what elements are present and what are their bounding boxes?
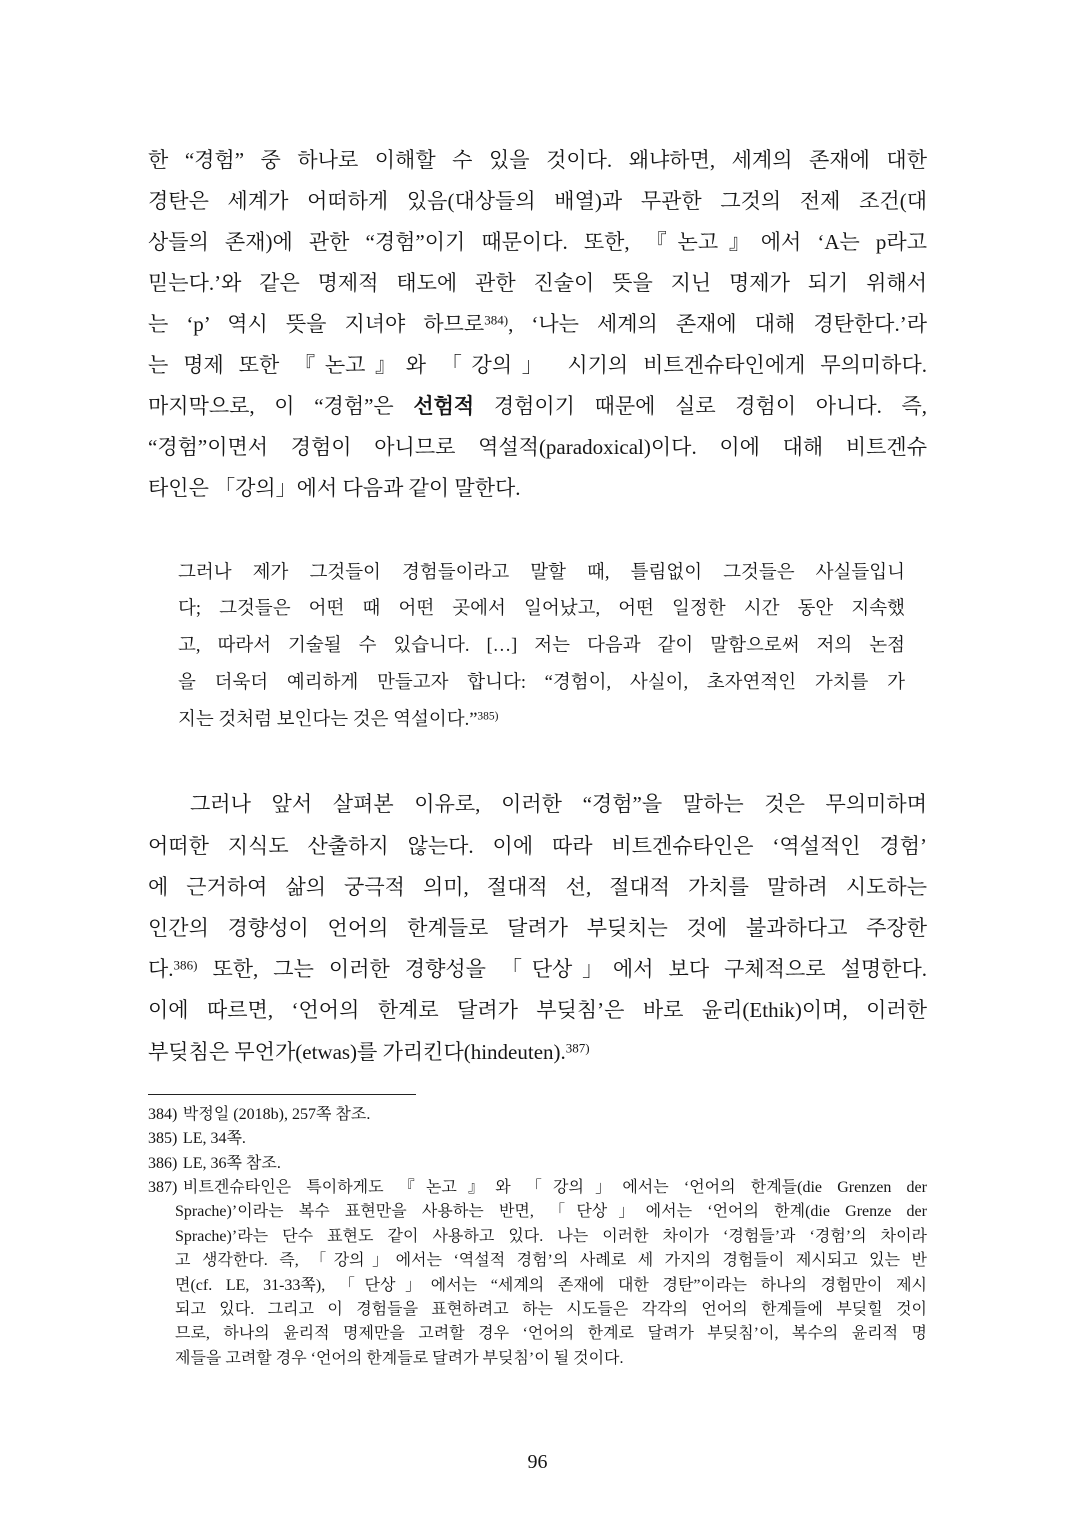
body-paragraph xyxy=(148,140,927,509)
line-text: 비트겐슈타인은 특이하게도 『논고』와 「강의」에서는 ‘언어의 한계들(die Grenzen der xyxy=(182,1178,927,1196)
emphasized-term: 선험적 xyxy=(413,393,475,418)
paragraph-line xyxy=(148,908,927,949)
line-text: 고 생각한다. 즉, 「강의」에서는 ‘역설적 경험’의 사례로 세 가지의 경험들이 제시되고 있는 반 xyxy=(175,1252,927,1270)
paragraph-line xyxy=(148,222,927,263)
line-text: 에 근거하여 삶의 궁극적 의미, 절대적 선, 절대적 가치를 말하려 시도하는 xyxy=(148,874,927,899)
line-text: 그러나 제가 그것들이 경험들이라고 말할 때, 틀림없이 그것들은 사실들입니 xyxy=(178,562,905,583)
line-text: LE, 34쪽. xyxy=(182,1130,246,1148)
paragraph-line xyxy=(148,386,927,427)
footnote-line xyxy=(148,1103,927,1127)
footnote-reference: 386) xyxy=(173,957,198,973)
line-text: 는 ‘p’ 역시 뜻을 지녀야 하므로 xyxy=(148,311,485,336)
line-text: 어떠한 지식도 산출하지 않는다. 이에 따라 비트겐슈타인은 ‘역설적인 경험’ xyxy=(148,833,927,858)
line-text: 다; 그것들은 어떤 때 어떤 곳에서 일어났고, 어떤 일정한 시간 동안 지속했 xyxy=(178,599,905,620)
footnote-number: 386) xyxy=(148,1154,178,1172)
line-text: “경험”이면서 경험이 아니므로 역설적(paradoxical)이다. 이에 대해 비트겐슈 xyxy=(148,434,927,459)
quote-line xyxy=(178,665,905,702)
line-text: 믿는다.’와 같은 명제적 태도에 관한 진술이 뜻을 지닌 명제가 되기 위해서 xyxy=(148,270,927,295)
line-text: 므로, 하나의 윤리적 명제만을 고려할 경우 ‘언어의 한계로 달려가 부딪침’이, 복수의 윤리적 명 xyxy=(175,1325,927,1343)
line-text: 타인은 「강의」에서 다음과 같이 말한다. xyxy=(148,475,521,500)
footnote-line xyxy=(148,1347,927,1371)
footnote-line xyxy=(148,1249,927,1273)
paragraph-line xyxy=(148,468,927,509)
paragraph-line xyxy=(148,345,927,386)
footnote-line xyxy=(148,1274,927,1298)
footnote xyxy=(148,1103,927,1127)
quote-line xyxy=(178,591,905,628)
footnote-number: 385) xyxy=(148,1130,178,1148)
quote-line xyxy=(178,628,905,665)
quote-line xyxy=(178,555,905,592)
line-text: 마지막으로, 이 “경험”은 xyxy=(148,393,414,418)
line-text: 고, 따라서 기술될 수 있습니다. […] 저는 다음과 같이 말함으로써 저의 논점 xyxy=(178,636,905,657)
line-text: 한 “경험” 중 하나로 이해할 수 있을 것이다. 왜냐하면, 세계의 존재에 대한 xyxy=(148,147,927,172)
footnote-line xyxy=(148,1152,927,1176)
line-text: 면(cf. LE, 31-33쪽), 「단상」에서는 “세계의 존재에 대한 경탄”이라는 하나의 경험만이 제시 xyxy=(175,1276,927,1294)
paragraph-line xyxy=(148,1032,927,1073)
paragraph-line xyxy=(148,263,927,304)
footnote-reference: 384) xyxy=(484,312,509,327)
line-text: 부딪침은 무언가(etwas)를 가리킨다(hindeuten). xyxy=(148,1039,566,1064)
body-paragraph xyxy=(148,784,927,1072)
footnote-number: 387) xyxy=(148,1178,178,1196)
paragraph-line xyxy=(148,784,927,825)
footnote xyxy=(148,1152,927,1176)
line-text: 이에 따르면, ‘언어의 한계로 달려가 부딪침’은 바로 윤리(Ethik)이며, 이러한 xyxy=(148,998,927,1023)
footnote-line xyxy=(148,1176,927,1200)
footnote-reference: 385) xyxy=(477,709,499,722)
line-text: 인간의 경향성이 언어의 한계들로 달려가 부딪치는 것에 불과하다고 주장한 xyxy=(148,915,927,940)
line-text: , ‘나는 세계의 존재에 대해 경탄한다.’라 xyxy=(508,311,927,336)
footnote-number: 384) xyxy=(148,1105,178,1123)
line-text: 경탄은 세계가 어떠하게 있음(대상들의 배열)과 무관한 그것의 전제 조건(대 xyxy=(148,188,927,213)
footnote-line xyxy=(148,1225,927,1249)
paragraph-line xyxy=(148,427,927,468)
line-text: 되고 있다. 그리고 이 경험들을 표현하려고 하는 시도들은 각각의 언어의 한계들에 부딪힐 것이 xyxy=(175,1300,927,1318)
line-text: 다. xyxy=(148,957,174,982)
line-text: Sprache)’이라는 복수 표현만을 사용하는 반면, 「단상」에서는 ‘언어의 한계(die Grenze der xyxy=(175,1203,927,1221)
footnote-line xyxy=(148,1322,927,1346)
footnotes xyxy=(148,1103,927,1371)
line-text: 또한, 그는 이러한 경향성을 「단상」에서 보다 구체적으로 설명한다. xyxy=(197,957,927,982)
line-text: 그러나 앞서 살펴본 이유로, 이러한 “경험”을 말하는 것은 무의미하며 xyxy=(190,792,927,817)
paragraph-line xyxy=(148,867,927,908)
paragraph-line xyxy=(148,949,927,990)
footnote-reference: 387) xyxy=(565,1040,590,1056)
footnote xyxy=(148,1176,927,1371)
line-text: 을 더욱더 예리하게 만들고자 합니다: “경험이, 사실이, 초자연적인 가치를 가 xyxy=(178,672,905,693)
footnote-line xyxy=(148,1127,927,1151)
footnote xyxy=(148,1127,927,1151)
paragraph-line xyxy=(148,304,927,345)
line-text: LE, 36쪽 참조. xyxy=(182,1154,281,1172)
line-text: 지는 것처럼 보인다는 것은 역설이다.” xyxy=(178,709,478,730)
line-text: 는 명제 또한 『논고』와 「강의」 시기의 비트겐슈타인에게 무의미하다. xyxy=(148,352,927,377)
quote-line xyxy=(178,702,905,739)
line-text: Sprache)’라는 단수 표현도 같이 사용하고 있다. 나는 이러한 차이가 ‘경험들’과 ‘경험’의 차이라 xyxy=(175,1227,927,1245)
block-quote xyxy=(178,555,905,739)
page-number: 96 xyxy=(527,1451,548,1473)
line-text: 박정일 (2018b), 257쪽 참조. xyxy=(182,1105,371,1123)
paragraph-line xyxy=(148,826,927,867)
paragraph-line xyxy=(148,181,927,222)
line-text: 경험이기 때문에 실로 경험이 아니다. 즉, xyxy=(474,393,928,418)
footnote-line xyxy=(148,1200,927,1224)
line-text: 제들을 고려할 경우 ‘언어의 한계들로 달려가 부딪침’이 될 것이다. xyxy=(175,1349,624,1367)
line-text: 상들의 존재)에 관한 “경험”이기 때문이다. 또한, 『논고』에서 ‘A는 p라고 xyxy=(148,229,927,254)
paragraph-line xyxy=(148,140,927,181)
paragraph-line xyxy=(148,990,927,1031)
footnote-separator xyxy=(148,1094,416,1095)
footnote-line xyxy=(148,1298,927,1322)
